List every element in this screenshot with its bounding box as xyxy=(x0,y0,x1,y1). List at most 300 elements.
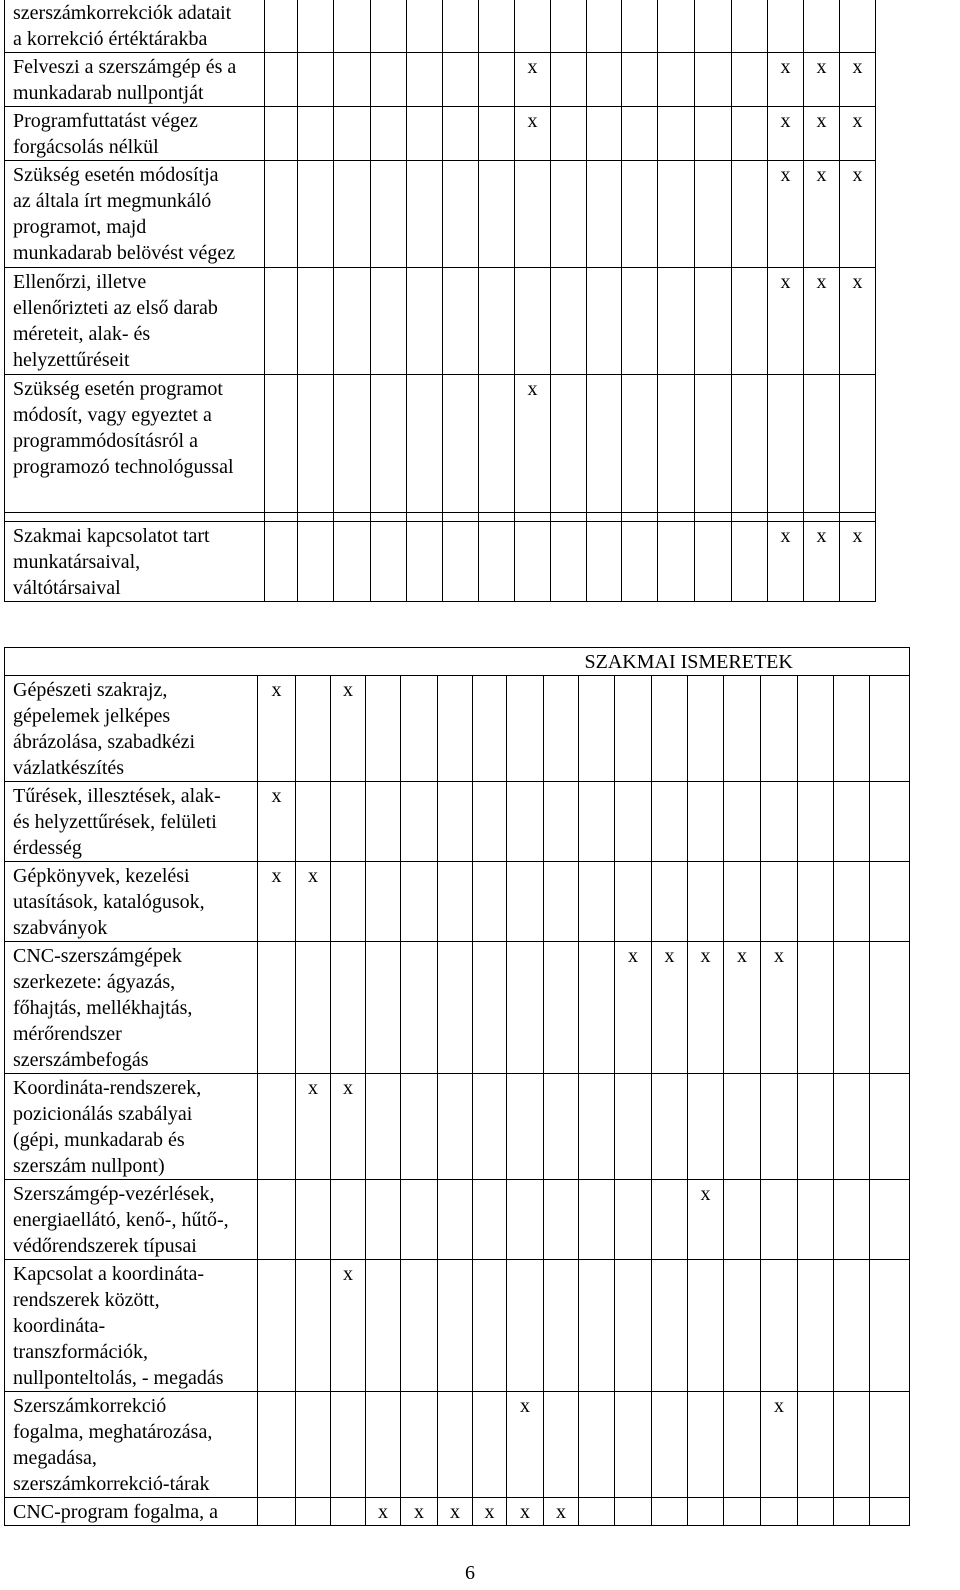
spacer-cell xyxy=(804,513,840,522)
grid-cell xyxy=(768,107,804,161)
check-mark: x xyxy=(527,56,538,78)
grid-cell xyxy=(507,676,544,782)
competency-table-top xyxy=(4,0,876,602)
grid-cell xyxy=(443,107,479,161)
row-label-line: Szerszámkorrekció xyxy=(13,1395,167,1417)
grid-cell xyxy=(870,1074,910,1180)
grid-cell xyxy=(870,676,910,782)
row-label-line: főhajtás, mellékhajtás, xyxy=(13,997,193,1019)
grid-cell xyxy=(473,1260,507,1392)
row-label-line: Ellenőrzi, illetve xyxy=(13,271,147,293)
row-label-line: az általa írt megmunkáló xyxy=(13,190,212,212)
page-number: 6 xyxy=(465,1562,475,1584)
grid-cell xyxy=(265,0,298,53)
grid-cell xyxy=(622,161,658,268)
grid-cell xyxy=(732,0,768,53)
row-label-line: váltótársaival xyxy=(13,577,121,599)
spacer-cell xyxy=(298,513,334,522)
check-mark: x xyxy=(816,110,827,132)
row-label-line: Gépészeti szakrajz, xyxy=(13,679,168,701)
grid-cell xyxy=(579,942,615,1074)
grid-cell xyxy=(401,1180,438,1260)
grid-cell xyxy=(804,107,840,161)
grid-cell xyxy=(331,1074,366,1180)
grid-cell xyxy=(695,522,732,602)
row-label-line: utasítások, katalógusok, xyxy=(13,891,205,913)
table-row xyxy=(5,0,876,53)
grid-cell xyxy=(551,268,587,375)
grid-cell xyxy=(768,522,804,602)
row-label xyxy=(5,1392,258,1498)
grid-cell xyxy=(768,0,804,53)
grid-cell xyxy=(652,1180,688,1260)
grid-cell xyxy=(622,522,658,602)
grid-cell xyxy=(296,676,331,782)
row-label-line: Tűrések, illesztések, alak- xyxy=(13,785,221,807)
grid-cell xyxy=(695,268,732,375)
grid-cell xyxy=(615,942,652,1074)
row-label xyxy=(5,862,258,942)
grid-cell xyxy=(615,1498,652,1526)
grid-cell xyxy=(479,161,515,268)
grid-cell xyxy=(804,268,840,375)
grid-cell xyxy=(479,0,515,53)
grid-cell xyxy=(615,1180,652,1260)
grid-cell xyxy=(587,268,622,375)
grid-cell xyxy=(298,375,334,513)
grid-cell xyxy=(438,1392,473,1498)
table-row xyxy=(5,53,876,107)
grid-cell xyxy=(334,375,371,513)
grid-cell xyxy=(615,782,652,862)
grid-cell xyxy=(761,1260,798,1392)
grid-cell xyxy=(298,0,334,53)
grid-cell xyxy=(401,942,438,1074)
grid-cell xyxy=(438,942,473,1074)
grid-cell xyxy=(551,107,587,161)
grid-cell xyxy=(798,1074,834,1180)
grid-cell xyxy=(688,782,724,862)
row-label-line: Szakmai kapcsolatot tart xyxy=(13,525,210,547)
grid-cell xyxy=(515,53,551,107)
grid-cell xyxy=(366,676,401,782)
grid-cell xyxy=(834,676,870,782)
grid-cell xyxy=(798,1498,834,1526)
check-mark: x xyxy=(450,1501,460,1523)
grid-cell xyxy=(840,522,876,602)
grid-cell xyxy=(407,0,443,53)
grid-cell xyxy=(331,1260,366,1392)
check-mark: x xyxy=(852,110,863,132)
grid-cell xyxy=(579,1498,615,1526)
row-label-line: Szükség esetén programot xyxy=(13,378,223,400)
grid-cell xyxy=(724,1392,761,1498)
grid-cell xyxy=(258,1180,296,1260)
row-label xyxy=(5,161,265,268)
check-mark: x xyxy=(271,785,282,807)
row-label xyxy=(5,942,258,1074)
row-label-line: transzformációk, xyxy=(13,1341,148,1363)
grid-cell xyxy=(331,1498,366,1526)
table-row xyxy=(5,1498,910,1526)
grid-cell xyxy=(798,1260,834,1392)
grid-cell xyxy=(298,107,334,161)
spacer-cell xyxy=(551,513,587,522)
grid-cell xyxy=(724,862,761,942)
check-mark: x xyxy=(343,1077,353,1099)
table-row xyxy=(5,782,910,862)
check-mark: x xyxy=(816,525,827,547)
check-mark: x xyxy=(628,945,638,967)
grid-cell xyxy=(804,161,840,268)
grid-cell xyxy=(507,1074,544,1180)
grid-cell xyxy=(473,1498,507,1526)
row-label-line: Gépkönyvek, kezelési xyxy=(13,865,190,887)
grid-cell xyxy=(761,782,798,862)
grid-cell xyxy=(870,1180,910,1260)
grid-cell xyxy=(507,1392,544,1498)
check-mark: x xyxy=(780,525,791,547)
grid-cell xyxy=(761,1074,798,1180)
grid-cell xyxy=(761,1392,798,1498)
grid-cell xyxy=(579,1180,615,1260)
grid-cell xyxy=(615,1074,652,1180)
check-mark: x xyxy=(852,164,863,186)
grid-cell xyxy=(724,1498,761,1526)
grid-cell xyxy=(658,375,695,513)
grid-cell xyxy=(334,522,371,602)
row-label-line: vázlatkészítés xyxy=(13,757,125,779)
grid-cell xyxy=(473,1180,507,1260)
grid-cell xyxy=(473,676,507,782)
grid-cell xyxy=(622,0,658,53)
grid-cell xyxy=(834,1260,870,1392)
grid-cell xyxy=(870,862,910,942)
row-label-line: szerszám nullpont) xyxy=(13,1155,165,1177)
grid-cell xyxy=(366,1392,401,1498)
grid-cell xyxy=(695,107,732,161)
grid-cell xyxy=(544,1498,579,1526)
table-row xyxy=(5,942,910,1074)
grid-cell xyxy=(544,1260,579,1392)
grid-cell xyxy=(331,782,366,862)
grid-cell xyxy=(551,53,587,107)
grid-cell xyxy=(473,1392,507,1498)
spacer-cell xyxy=(443,513,479,522)
grid-cell xyxy=(688,1180,724,1260)
check-mark: x xyxy=(852,56,863,78)
row-label-line: nullponteltolás, - megadás xyxy=(13,1367,224,1389)
grid-cell xyxy=(579,862,615,942)
row-label xyxy=(5,53,265,107)
grid-cell xyxy=(658,268,695,375)
grid-cell xyxy=(265,522,298,602)
grid-cell xyxy=(840,268,876,375)
grid-cell xyxy=(587,161,622,268)
grid-cell xyxy=(507,782,544,862)
row-label-line: CNC-program fogalma, a xyxy=(13,1501,218,1523)
grid-cell xyxy=(724,1180,761,1260)
grid-cell xyxy=(296,1260,331,1392)
grid-cell xyxy=(768,53,804,107)
table-row xyxy=(5,522,876,602)
grid-cell xyxy=(579,1074,615,1180)
grid-cell xyxy=(331,1180,366,1260)
row-label-line: koordináta- xyxy=(13,1315,106,1337)
row-label-line: méreteit, alak- és xyxy=(13,323,151,345)
table-row xyxy=(5,161,876,268)
grid-cell xyxy=(544,676,579,782)
grid-cell xyxy=(479,268,515,375)
row-label-line: érdesség xyxy=(13,837,82,859)
grid-cell xyxy=(688,1074,724,1180)
grid-cell xyxy=(258,862,296,942)
grid-cell xyxy=(258,942,296,1074)
table-row xyxy=(5,1392,910,1498)
grid-cell xyxy=(551,522,587,602)
row-label-line: munkatársaival, xyxy=(13,551,141,573)
grid-cell xyxy=(331,676,366,782)
row-label-line: fogalma, meghatározása, xyxy=(13,1421,213,1443)
grid-cell xyxy=(724,942,761,1074)
grid-cell xyxy=(401,676,438,782)
row-label-line: szabványok xyxy=(13,917,108,939)
grid-cell xyxy=(407,522,443,602)
grid-cell xyxy=(579,1260,615,1392)
grid-cell xyxy=(407,375,443,513)
header-row xyxy=(5,648,910,676)
grid-cell xyxy=(401,1498,438,1526)
grid-cell xyxy=(688,1498,724,1526)
row-label-line: Szerszámgép-vezérlések, xyxy=(13,1183,215,1205)
grid-cell xyxy=(587,0,622,53)
grid-cell xyxy=(334,268,371,375)
grid-cell xyxy=(371,268,407,375)
row-label-line: programozó technológussal xyxy=(13,456,234,478)
grid-cell xyxy=(515,107,551,161)
row-label xyxy=(5,522,265,602)
header-blank xyxy=(5,648,258,676)
grid-cell xyxy=(371,107,407,161)
row-label-line: Programfuttatást végez xyxy=(13,110,198,132)
grid-cell xyxy=(652,1260,688,1392)
grid-cell xyxy=(443,0,479,53)
grid-cell xyxy=(761,862,798,942)
grid-cell xyxy=(438,782,473,862)
check-mark: x xyxy=(774,945,784,967)
row-label xyxy=(5,676,258,782)
check-mark: x xyxy=(816,164,827,186)
row-label-line: munkadarab nullpontját xyxy=(13,82,204,104)
check-mark: x xyxy=(520,1501,530,1523)
grid-cell xyxy=(407,161,443,268)
grid-cell xyxy=(622,375,658,513)
grid-cell xyxy=(507,1498,544,1526)
spacer-cell xyxy=(768,513,804,522)
row-label-line: módosít, vagy egyeztet a xyxy=(13,404,212,426)
section-header: SZAKMAI ISMERETEK xyxy=(579,648,910,676)
row-label xyxy=(5,107,265,161)
spacer-cell xyxy=(515,513,551,522)
grid-cell xyxy=(732,107,768,161)
spacer-cell xyxy=(407,513,443,522)
grid-cell xyxy=(401,1074,438,1180)
grid-cell xyxy=(258,1498,296,1526)
grid-cell xyxy=(515,522,551,602)
grid-cell xyxy=(579,676,615,782)
row-label xyxy=(5,0,265,53)
grid-cell xyxy=(768,161,804,268)
grid-cell xyxy=(371,161,407,268)
grid-cell xyxy=(515,0,551,53)
row-label xyxy=(5,268,265,375)
grid-cell xyxy=(371,0,407,53)
grid-cell xyxy=(724,1074,761,1180)
grid-cell xyxy=(652,1498,688,1526)
grid-cell xyxy=(652,1074,688,1180)
row-label-line: Szükség esetén módosítja xyxy=(13,164,219,186)
grid-cell xyxy=(798,1392,834,1498)
check-mark: x xyxy=(816,271,827,293)
grid-cell xyxy=(551,375,587,513)
check-mark: x xyxy=(271,865,282,887)
row-label-line: szerszámkorrekció-tárak xyxy=(13,1473,210,1495)
row-label-line: és helyzettűrések, felületi xyxy=(13,811,217,833)
grid-cell xyxy=(834,1180,870,1260)
grid-cell xyxy=(296,1498,331,1526)
grid-cell xyxy=(298,268,334,375)
row-label-line: megadása, xyxy=(13,1447,97,1469)
grid-cell xyxy=(366,1260,401,1392)
competency-table-knowledge xyxy=(4,647,910,1526)
grid-cell xyxy=(507,942,544,1074)
check-mark: x xyxy=(780,56,791,78)
grid-cell xyxy=(761,1498,798,1526)
grid-cell xyxy=(732,161,768,268)
spacer-cell xyxy=(371,513,407,522)
grid-cell xyxy=(622,268,658,375)
grid-cell xyxy=(804,522,840,602)
grid-cell xyxy=(652,782,688,862)
grid-cell xyxy=(652,1392,688,1498)
grid-cell xyxy=(265,53,298,107)
row-label xyxy=(5,1074,258,1180)
row-label xyxy=(5,782,258,862)
grid-cell xyxy=(544,1180,579,1260)
grid-cell xyxy=(870,1498,910,1526)
check-mark: x xyxy=(271,679,282,701)
grid-cell xyxy=(544,862,579,942)
grid-cell xyxy=(331,942,366,1074)
grid-cell xyxy=(804,0,840,53)
grid-cell xyxy=(443,375,479,513)
row-label-line: szerszámbefogás xyxy=(13,1049,149,1071)
grid-cell xyxy=(298,522,334,602)
grid-cell xyxy=(407,107,443,161)
header-blank xyxy=(258,648,579,676)
spacer-cell xyxy=(658,513,695,522)
grid-cell xyxy=(401,1260,438,1392)
grid-cell xyxy=(658,522,695,602)
grid-cell xyxy=(401,1392,438,1498)
grid-cell xyxy=(798,942,834,1074)
grid-cell xyxy=(579,782,615,862)
row-label-line: Kapcsolat a koordináta- xyxy=(13,1263,205,1285)
grid-cell xyxy=(366,1180,401,1260)
grid-cell xyxy=(265,375,298,513)
grid-cell xyxy=(296,1392,331,1498)
grid-cell xyxy=(296,862,331,942)
row-label-line: Felveszi a szerszámgép és a xyxy=(13,56,237,78)
grid-cell xyxy=(652,676,688,782)
grid-cell xyxy=(479,53,515,107)
grid-cell xyxy=(834,1392,870,1498)
grid-cell xyxy=(479,522,515,602)
grid-cell xyxy=(587,522,622,602)
spacer-cell xyxy=(587,513,622,522)
grid-cell xyxy=(798,862,834,942)
grid-cell xyxy=(265,107,298,161)
grid-cell xyxy=(298,53,334,107)
table-row xyxy=(5,107,876,161)
grid-cell xyxy=(438,1074,473,1180)
grid-cell xyxy=(438,862,473,942)
spacer-cell xyxy=(732,513,768,522)
grid-cell xyxy=(296,1074,331,1180)
grid-cell xyxy=(551,161,587,268)
check-mark: x xyxy=(780,271,791,293)
grid-cell xyxy=(798,782,834,862)
grid-cell xyxy=(407,268,443,375)
grid-cell xyxy=(334,53,371,107)
row-label-line: forgácsolás nélkül xyxy=(13,136,159,158)
grid-cell xyxy=(258,1392,296,1498)
grid-cell xyxy=(732,375,768,513)
row-label-line: munkadarab belövést végez xyxy=(13,242,236,264)
grid-cell xyxy=(473,942,507,1074)
grid-cell xyxy=(258,782,296,862)
grid-cell xyxy=(334,107,371,161)
check-mark: x xyxy=(520,1395,530,1417)
grid-cell xyxy=(258,1260,296,1392)
grid-cell xyxy=(840,375,876,513)
grid-cell xyxy=(366,1498,401,1526)
grid-cell xyxy=(473,782,507,862)
grid-cell xyxy=(515,268,551,375)
grid-cell xyxy=(587,53,622,107)
row-label-line: pozicionálás szabályai xyxy=(13,1103,193,1125)
grid-cell xyxy=(840,53,876,107)
grid-cell xyxy=(371,53,407,107)
grid-cell xyxy=(473,862,507,942)
row-label xyxy=(5,1260,258,1392)
grid-cell xyxy=(798,1180,834,1260)
table-row xyxy=(5,1180,910,1260)
grid-cell xyxy=(688,1392,724,1498)
grid-cell xyxy=(834,942,870,1074)
grid-cell xyxy=(407,53,443,107)
grid-cell xyxy=(331,862,366,942)
grid-cell xyxy=(688,862,724,942)
grid-cell xyxy=(366,1074,401,1180)
grid-cell xyxy=(507,1260,544,1392)
grid-cell xyxy=(615,862,652,942)
grid-cell xyxy=(695,375,732,513)
check-mark: x xyxy=(527,378,538,400)
grid-cell xyxy=(479,375,515,513)
row-label xyxy=(5,1498,258,1526)
grid-cell xyxy=(761,1180,798,1260)
